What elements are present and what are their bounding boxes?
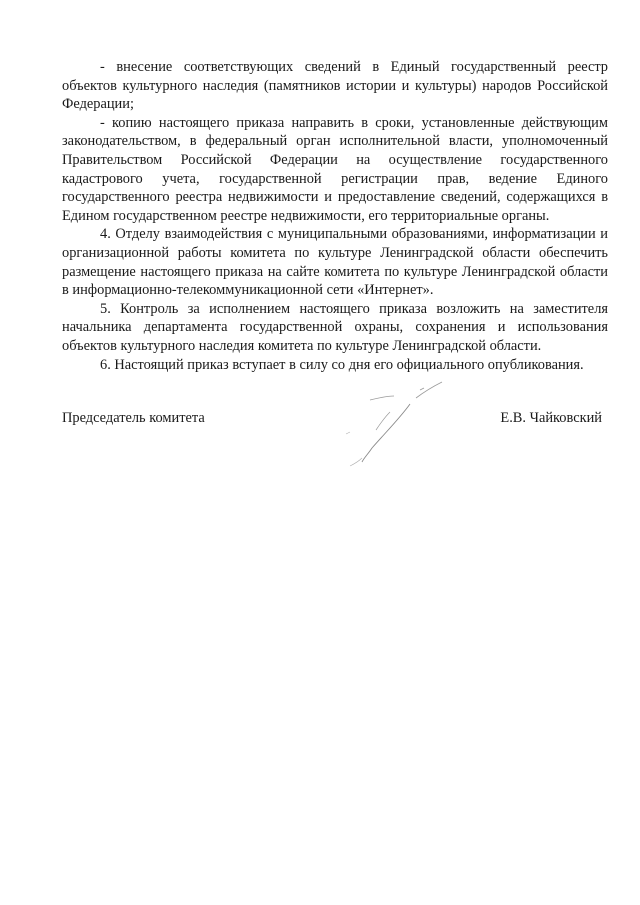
document-body [62, 58, 608, 374]
handwritten-signature [324, 374, 454, 474]
paragraph-point-4: 4. Отделу взаимодействия с муниципальными образованиями, информатизации и организационной работы комитета по культуре Ленинградской области обеспечить размещение настоящего приказа на сайте комитета по культуре Ленинградской области в информационно-телекоммуникационной сети «Интернет». [62, 226, 608, 299]
signature-block [62, 410, 602, 480]
paragraph-registry-entry: - внесение соответствующих сведений в Единый государственный реестр объектов культурного наследия (памятников истории и культуры) народов Российской Федерации; [62, 59, 608, 113]
signatory-title: Председатель комитета [62, 410, 205, 426]
signatory-name: Е.В. Чайковский [500, 410, 602, 426]
paragraph-copy-order: - копию настоящего приказа направить в сроки, установленные действующим законодательством, в федеральный орган исполнительной власти, уполномоченный Правительством Российской Федерации на осуществление государственного кадастрового учета, государственной регистрации прав, ведение Единого государственного реестра недвижимости и предоставление сведений, содержащихся в Едином государственном реестре недвижимости, его территориальные органы. [62, 114, 608, 224]
paragraph-point-6: 6. Настоящий приказ вступает в силу со дня его официального опубликования. [100, 356, 584, 373]
paragraph-point-5: 5. Контроль за исполнением настоящего приказа возложить на заместителя начальника департамента государственной охраны, сохранения и использования объектов культурного наследия комитета по культуре Ленинградской области. [62, 300, 608, 354]
